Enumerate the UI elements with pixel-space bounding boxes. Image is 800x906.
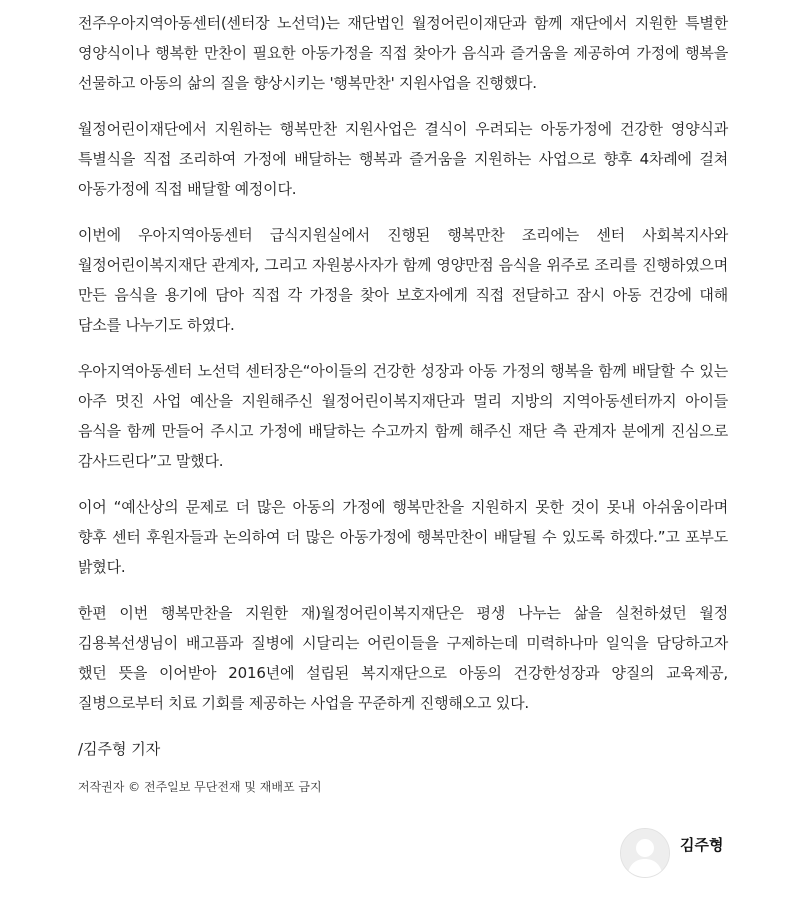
reporter-byline: /김주형 기자: [78, 740, 161, 758]
article-paragraph-1: 전주우아지역아동센터(센터장 노선덕)는 재단법인 월정어린이재단과 함께 재단에서 지원한 특별한 영양식이나 행복한 만찬이 필요한 아동가정을 직접 찾아가 음식과 즐거움을 제공하여 가정에 행복을 선물하고 아동의 삶의 질을 향상시키는 '행복만찬' 지원사업을 진행했다.: [78, 14, 728, 92]
article-paragraph-6: 한편 이번 행복만찬을 지원한 재)월정어린이복지재단은 평생 나누는 삶을 실천하셨던 월정 김용복선생님이 배고픔과 질병에 시달리는 어린이들을 구제하는데 미력하나마 일익을 담당하고자 했던 뜻을 이어받아 2016년에 설립된 복지재단으로 아동의 건강한성장과 양질의 교육제공, 질병으로부터 치료 기회를 제공하는 사업을 꾸준하게 진행해오고 있다.: [78, 604, 728, 712]
article-body: [78, 8, 728, 796]
article-paragraph-2: 월정어린이재단에서 지원하는 행복만찬 지원사업은 결식이 우려되는 아동가정에 건강한 영양식과 특별식을 직접 조리하여 가정에 배달하는 행복과 즐거움을 지원하는 사업으로 향후 4차례에 걸쳐 아동가정에 직접 배달할 예정이다.: [78, 120, 728, 198]
article-paragraph-3: 이번에 우아지역아동센터 급식지원실에서 진행된 행복만찬 조리에는 센터 사회복지사와 월정어린이복지재단 관계자, 그리고 자원봉사자가 함께 영양만점 음식을 위주로 조리를 진행하였으며 만든 음식을 용기에 담아 직접 각 가정을 찾아 보호자에게 직접 전달하고 잠시 아동 건강에 대해 담소를 나누기도 하였다.: [78, 226, 728, 334]
author-name[interactable]: 김주형: [680, 835, 724, 854]
user-avatar-placeholder-icon[interactable]: [620, 828, 670, 878]
article-paragraph-5: 이어 “예산상의 문제로 더 많은 아동의 가정에 행복만찬을 지원하지 못한 것이 못내 아쉬움이라며 향후 센터 후원자들과 논의하여 더 많은 아동가정에 행복만찬이 배달될 수 있도록 하겠다.”고 포부도 밝혔다.: [78, 498, 728, 576]
author-card[interactable]: [620, 828, 723, 878]
copyright-notice: 저작권자 © 전주일보 무단전재 및 재배포 금지: [78, 780, 322, 794]
article-paragraph-4: 우아지역아동센터 노선덕 센터장은“아이들의 건강한 성장과 아동 가정의 행복을 함께 배달할 수 있는 아주 멋진 사업 예산을 지원해주신 월정어린이복지재단과 멀리 지방의 지역아동센터까지 아이들 음식을 함께 만들어 주시고 가정에 배달하는 수고까지 함께 해주신 재단 측 관계자 분에게 진심으로 감사드린다”고 말했다.: [78, 362, 728, 470]
